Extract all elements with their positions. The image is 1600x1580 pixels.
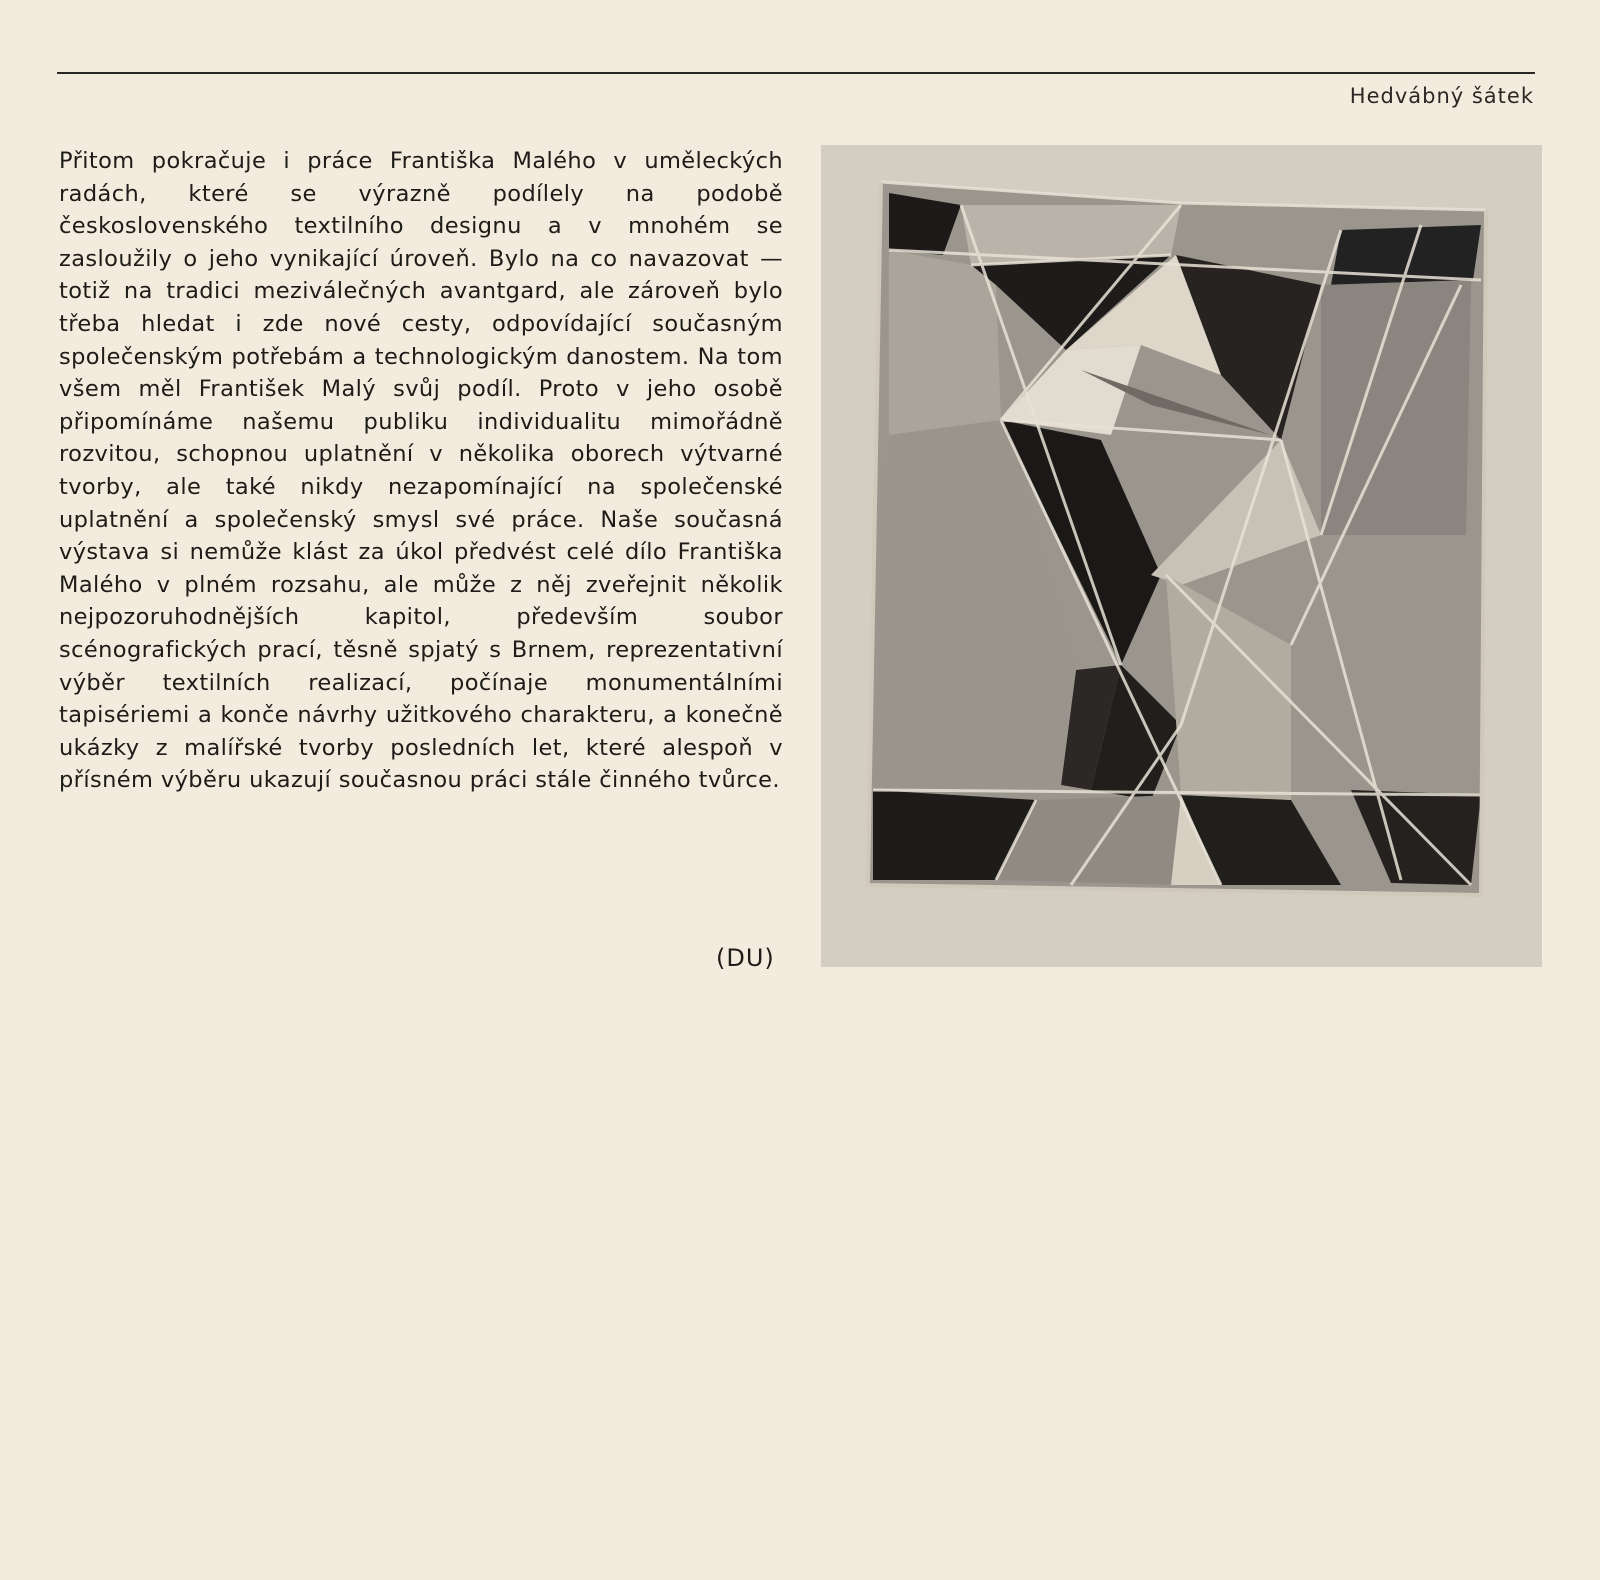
image-caption: Hedvábný šátek: [1349, 84, 1534, 108]
author-signature: (DU): [716, 944, 775, 972]
body-paragraph: Přitom pokračuje i práce Františka Malého v uměleckých radách, které se výrazně podílely na podobě československého textilního designu a v mnohém se zasloužily o jeho vynikající úroveň. Bylo na co navazovat — totiž na tradici meziválečných avantgard, ale zároveň bylo třeba hledat i zde nové cesty, odpovídající současným společenským potřebám a technologickým danostem. Na tom všem měl František Malý svůj podíl. Proto v jeho osobě připomínáme našemu publiku individualitu mimořádně rozvitou, schopnou uplatnění v několika oborech výtvarné tvorby, ale také nikdy nezapomínající na společenské uplatnění a společenský smysl své práce. Naše současná výstava si nemůže klást za úkol předvést celé dílo Františka Malého v plném rozsahu, ale může z něj zveřejnit několik nejpozoruhodnějších kapitol, především soubor scénografických prací, těsně spjatý s Brnem, reprezentativní výběr textilních realizací, počínaje monumentálními tapisériemi a konče návrhy užitkového charakteru, a konečně ukázky z malířské tvorby posledních let, které alespoň v přísném výběru ukazují současnou práci stále činného tvůrce.: [59, 148, 783, 794]
header-rule: [57, 72, 1535, 74]
silk-scarf-photo: [821, 145, 1542, 967]
silk-scarf-illustration: [821, 145, 1542, 967]
